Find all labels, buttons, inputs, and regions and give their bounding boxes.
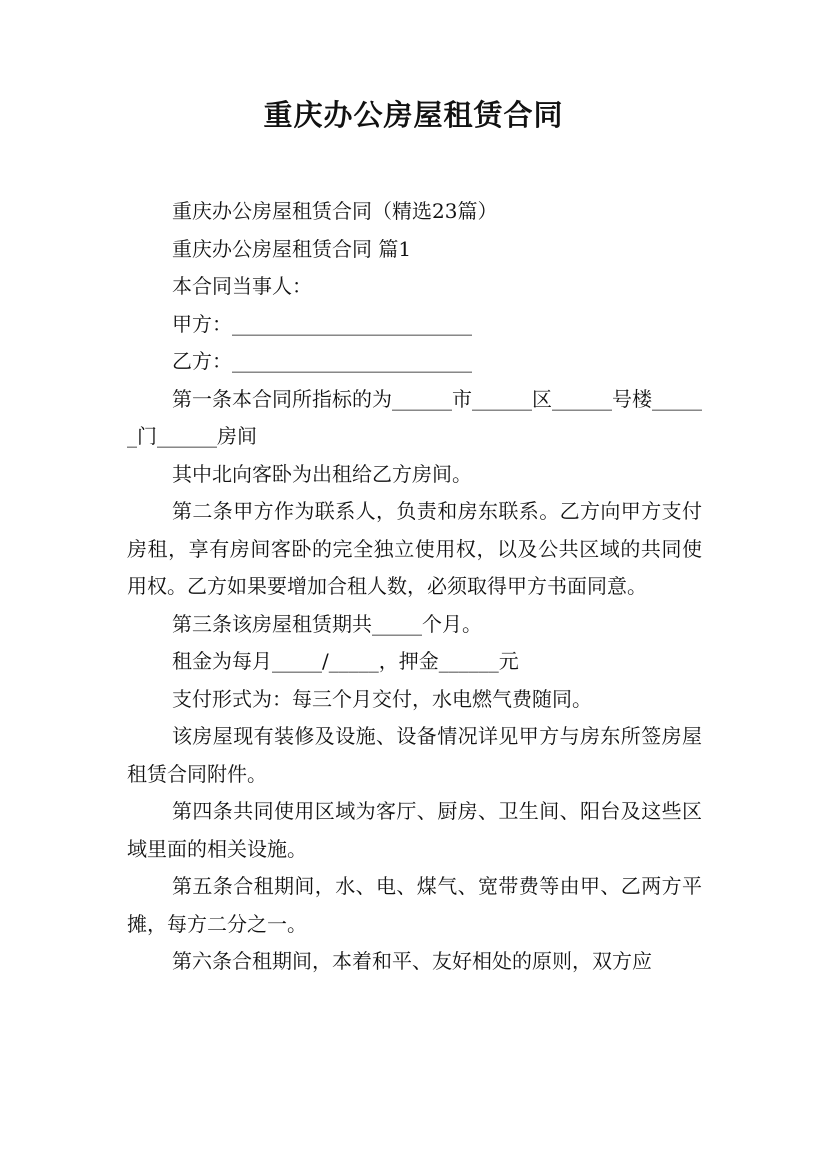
- paragraph-party-b: 乙方：________________________: [172, 349, 472, 373]
- paragraph-subtitle: 重庆办公房屋租赁合同（精选23篇）: [172, 199, 498, 223]
- paragraph-payment: 支付形式为：每三个月交付，水电燃气费随同。: [172, 686, 592, 711]
- paragraph-rent: 租金为每月_____/_____，押金______元: [172, 649, 519, 673]
- document-body: [127, 193, 702, 981]
- paragraph-article-6: 第六条合租期间，本着和平、友好相处的原则，双方应: [172, 949, 652, 973]
- paragraph-article-4: 第四条共同使用区域为客厅、厨房、卫生间、阳台及这些区域里面的相关设施。: [127, 799, 702, 861]
- paragraph-article-5: 第五条合租期间，水、电、煤气、宽带费等由甲、乙两方平摊，每方二分之一。: [127, 874, 702, 936]
- paragraph-room-note: 其中北向客卧为出租给乙方房间。: [172, 461, 472, 486]
- paragraph-article-3: 第三条该房屋租赁期共_____个月。: [172, 611, 482, 636]
- paragraph-article-1: 第一条本合同所指标的为______市______区______号楼______门______房间: [127, 386, 702, 448]
- paragraph-facilities: 该房屋现有装修及设施、设备情况详见甲方与房东所签房屋租赁合同附件。: [127, 724, 702, 786]
- paragraph-section-heading: 重庆办公房屋租赁合同 篇1: [172, 236, 412, 261]
- paragraph-article-2: 第二条甲方作为联系人，负责和房东联系。乙方向甲方支付房租，享有房间客卧的完全独立使用权，以及公共区域的共同使用权。乙方如果要增加合租人数，必须取得甲方书面同意。: [127, 499, 702, 598]
- paragraph-parties-intro: 本合同当事人：: [172, 274, 312, 298]
- document-title: 重庆办公房屋租赁合同: [263, 98, 564, 132]
- paragraph-party-a: 甲方：________________________: [172, 311, 472, 336]
